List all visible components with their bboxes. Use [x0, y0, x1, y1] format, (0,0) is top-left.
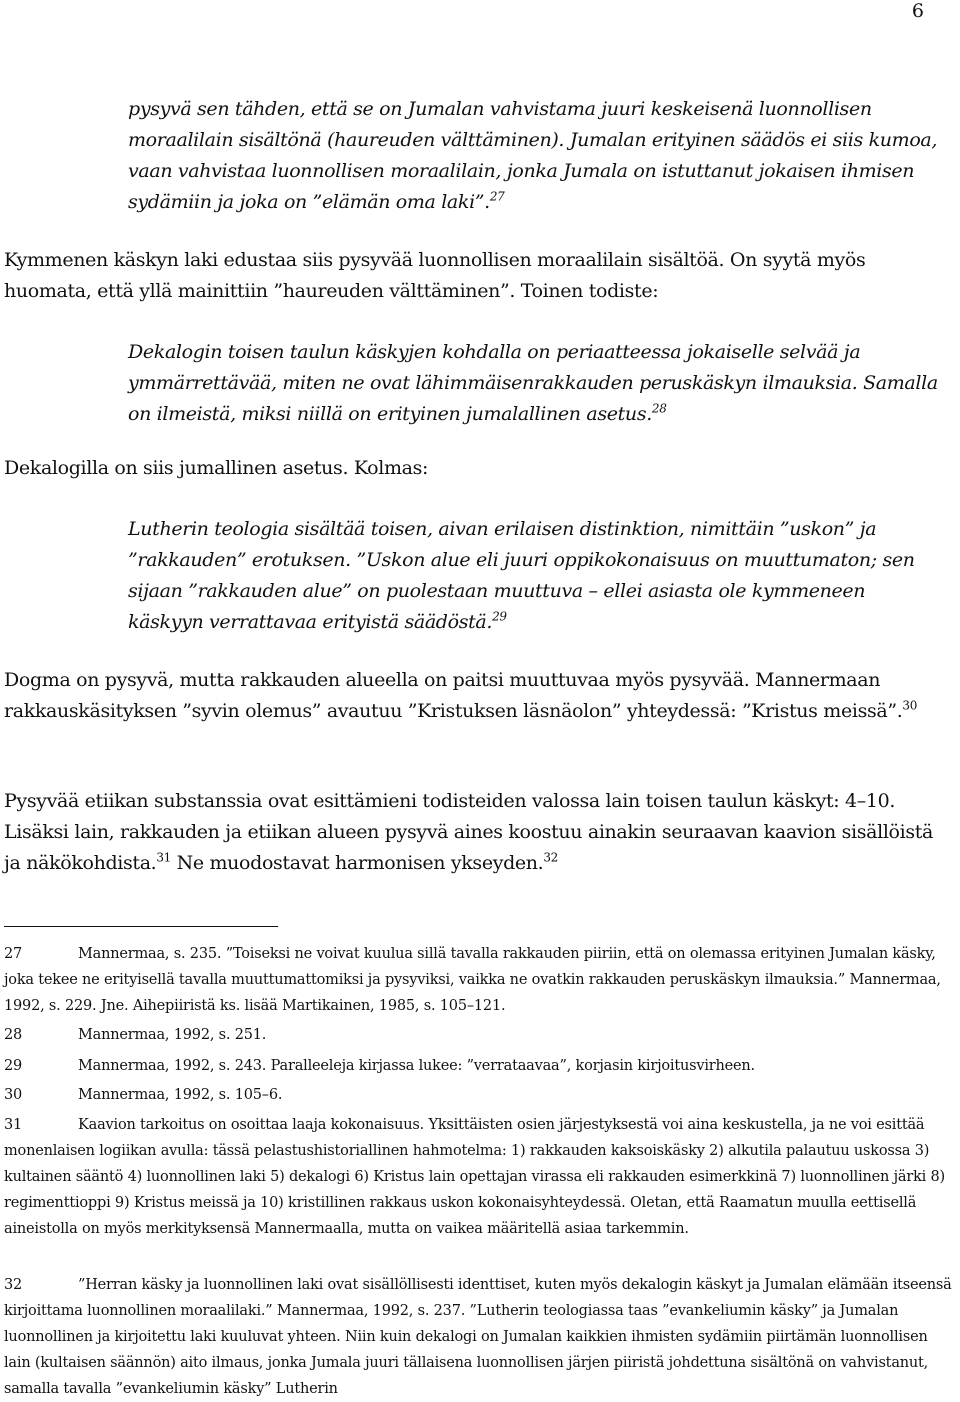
- footnote-text: Mannermaa, 1992, s. 251.: [78, 1027, 267, 1043]
- paragraph-1: Kymmenen käskyn laki edustaa siis pysyvää luonnollisen moraalilain sisältöä. On syytä myös huomata, että yllä mainittiin ”haureuden välttäminen”. Toinen todiste:: [4, 249, 866, 302]
- block-quote-2: [128, 337, 944, 430]
- quote-3-text: Lutherin teologia sisältää toisen, aivan erilaisen distinktion, nimittäin ”uskon” ja ”rakkauden” erotuksen. ”Uskon alue eli juuri oppikokonaisuus on muuttumaton; sen sijaan ”rakkauden alue” on puolestaan muuttuva – ellei asiasta ole kymmeneen käskyyn verrattavaa erityistä säädöstä.: [128, 518, 915, 633]
- paragraph-2: Dekalogilla on siis jumallinen asetus. Kolmas:: [4, 457, 429, 479]
- footnote-number: 28: [4, 1027, 23, 1043]
- footnote-ref-32[interactable]: 32: [543, 850, 558, 865]
- paragraph-4-text-b: Ne muodostavat harmonisen ykseyden.: [170, 852, 544, 874]
- footnote-ref-30[interactable]: 30: [902, 698, 917, 713]
- footnote-28: [4, 1022, 954, 1048]
- paragraph-3: [4, 665, 948, 727]
- footnote-divider: [4, 926, 278, 927]
- footnote-text: Kaavion tarkoitus on osoittaa laaja kokonaisuus. Yksittäisten osien järjestyksestä voi aina keskustella, ja ne voi esittää monenlaisen logiikan avulla: tässä pelastushistoriallinen hahmotelma: 1) rakkauden kaksoiskäsky 2) alkutila palautuu uskossa 3) kultainen sääntö 4) luonnollinen laki 5) dekalogi 6) Kristus lain opettajan virassa eli rakkauden esimerkkinä 7) luonnollinen järki 8) regimenttioppi 9) Kristus meissä ja 10) kristillinen rakkaus uskon kokonaisyhteydessä. Oletan, että Raamatun muulla eettisellä aineistolla on myös merkityksensä Mannermaalla, mutta on vaikea määritellä asiaa tarkemmin.: [4, 1117, 945, 1237]
- footnote-number: 32: [4, 1277, 23, 1293]
- footnote-ref-29[interactable]: 29: [492, 609, 507, 624]
- footnote-number: 31: [4, 1117, 23, 1133]
- paragraph-3-text: Dogma on pysyvä, mutta rakkauden alueella on paitsi muuttuvaa myös pysyvää. Mannermaan rakkauskäsityksen ”syvin olemus” avautuu ”Kristuksen läsnäolon” yhteydessä: ”Kristus meissä”.: [4, 669, 903, 722]
- quote-1-text: pysyvä sen tähden, että se on Jumalan vahvistama juuri keskeisenä luonnollisen moraalilain sisältönä (haureuden välttäminen). Jumalan erityinen säädös ei siis kumoa, vaan vahvistaa luonnollisen moraalilain, jonka Jumala on istuttanut jokaisen ihmisen sydämiin ja joka on ”elämän oma laki”.: [128, 98, 938, 213]
- footnote-number: 29: [4, 1058, 23, 1074]
- footnote-ref-28[interactable]: 28: [651, 401, 667, 416]
- block-quote-3: [128, 514, 944, 638]
- paragraph-4: [4, 786, 948, 879]
- footnote-27: [4, 941, 954, 1019]
- paragraph-4-text-a: Pysyvää etiikan substanssia ovat esittämieni todisteiden valossa lain toisen taulun käskyt: 4–10. Lisäksi lain, rakkauden ja etiikan alueen pysyvä aines koostuu ainakin seuraavan kaavion sisällöistä ja näkökohdista.: [4, 790, 934, 874]
- footnote-ref-31[interactable]: 31: [156, 850, 171, 865]
- quote-2-text: Dekalogin toisen taulun käskyjen kohdalla on periaatteessa jokaiselle selvää ja ymmärrettävää, miten ne ovat lähimmäisenrakkauden peruskäskyn ilmauksia. Samalla on ilmeistä, miksi niillä on erityinen jumalallinen asetus.: [128, 341, 938, 425]
- footnote-text: Mannermaa, s. 235. ”Toiseksi ne voivat kuulua sillä tavalla rakkauden piiriin, että on olemassa erityinen Jumalan käsky, joka tekee ne erityisellä tavalla muuttumattomiksi ja pysyviksi, vaikka ne ovatkin rakkauden peruskäskyn ilmauksia.” Mannermaa, 1992, s. 229. Jne. Aihepiiristä ks. lisää Martikainen, 1985, s. 105–121.: [4, 946, 941, 1014]
- block-quote-1: [128, 94, 944, 218]
- footnote-number: 30: [4, 1087, 23, 1103]
- page-number: 6: [911, 0, 924, 22]
- footnote-30: [4, 1082, 954, 1108]
- footnote-text: Mannermaa, 1992, s. 243. Paralleeleja kirjassa lukee: ”verrataavaa”, korjasin kirjoitusvirheen.: [78, 1058, 755, 1074]
- footnote-32: [4, 1272, 954, 1402]
- footnote-29: [4, 1053, 954, 1079]
- footnote-text: Mannermaa, 1992, s. 105–6.: [78, 1087, 283, 1103]
- footnote-number: 27: [4, 946, 23, 962]
- footnote-31: [4, 1112, 954, 1242]
- footnote-ref-27[interactable]: 27: [489, 189, 505, 204]
- footnote-text: ”Herran käsky ja luonnollinen laki ovat sisällöllisesti identtiset, kuten myös dekalogin käskyt ja Jumalan elämään itseensä kirjoittama luonnollinen moraalilaki.” Mannermaa, 1992, s. 237. ”Lutherin teologiassa taas ”evankeliumin käsky” ja Jumalan luonnollinen ja kirjoitettu laki kuuluvat yhteen. Niin kuin dekalogi on Jumalan kaikkien ihmisten sydämiin piirtämän luonnollisen lain (kultaisen säännön) aito ilmaus, jonka Jumala juuri tällaisena luonnollisen järjen piiristä johdettuna sisältönä on vahvistanut, samalla tavalla ”evankeliumin käsky” Lutherin: [4, 1277, 952, 1397]
